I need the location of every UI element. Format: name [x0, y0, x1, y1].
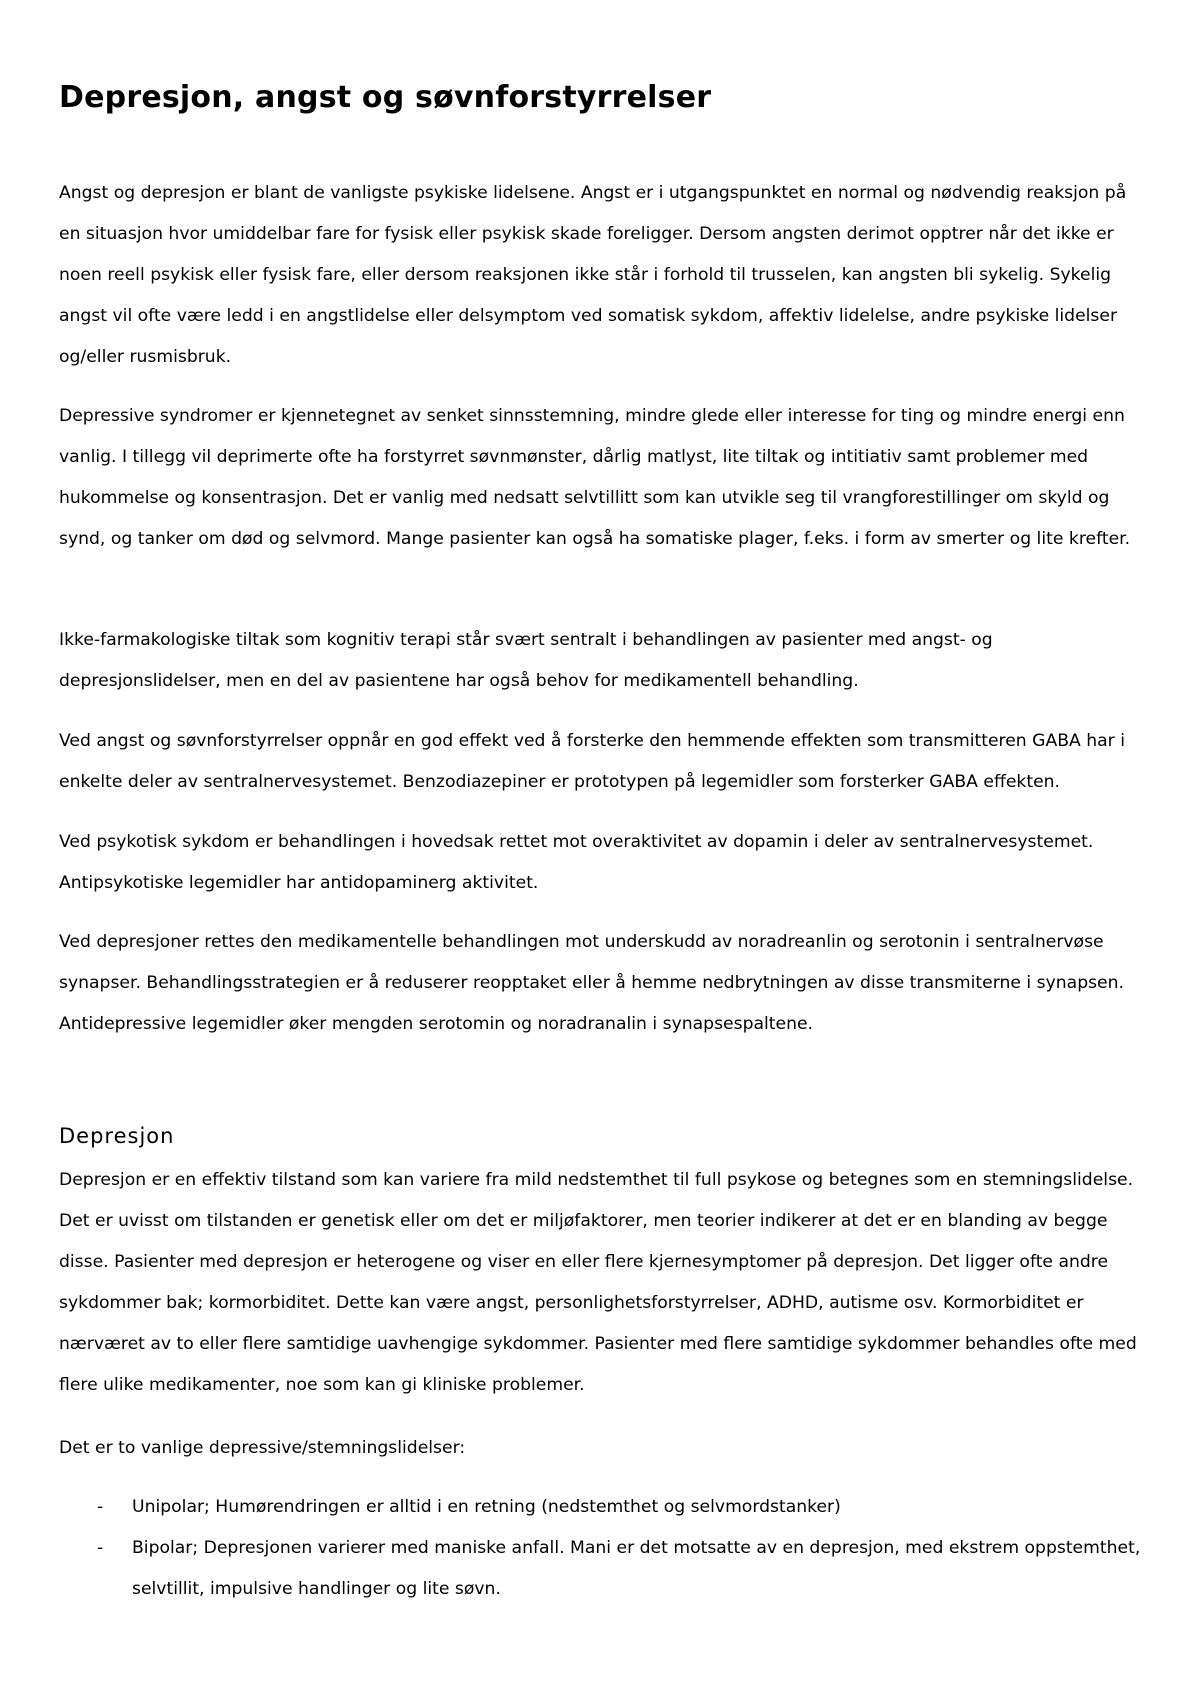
paragraph-depression-treatment: Ved depresjoner rettes den medikamentelle behandlingen mot underskudd av noradreanlin og serotonin i sentralnervøse synapser. Behandlingsstrategien er å reduserer reopptaket eller å hemme nedbrytningen av disse transmiterne i synapsen. Antidepressive legemidler øker mengden serotomin og noradranalin i synapsespaltene. [59, 932, 1124, 1034]
paragraph-depression-description: Depresjon er en effektiv tilstand som kan variere fra mild nedstemthet til full psykose og betegnes som en stemningslidelse. Det er uvisst om tilstanden er genetisk eller om det er miljøfaktorer, men teorier indikerer at det er en blanding av begge disse. Pasienter med depresjon er heterogene og viser en eller flere kjernesymptomer på depresjon. Det ligger ofte andre sykdommer bak; kormorbiditet. Dette kan være angst, personlighetsforstyrrelser, ADHD, autisme osv. Kormorbiditet er nærværet av to eller flere samtidige uavhengige sykdommer. Pasienter med flere samtidige sykdommer behandles ofte med flere ulike medikamenter, noe som kan gi kliniske problemer. [59, 1170, 1137, 1395]
bullet-dash: - [97, 1497, 104, 1517]
list-item [59, 1528, 1149, 1610]
paragraph-anxiety-intro: Angst og depresjon er blant de vanligste psykiske lidelsene. Angst er i utgangspunktet en normal og nødvendig reaksjon på en situasjon hvor umiddelbar fare for fysisk eller psykisk skade foreligger. Dersom angsten derimot opptrer når det ikke er noen reell psykisk eller fysisk fare, eller dersom reaksjonen ikke står i forhold til trusselen, kan angsten bli sykelig. Sykelig angst vil ofte være ledd i en angstlidelse eller delsymptom ved somatisk sykdom, affektiv lidelelse, andre psykiske lidelser og/eller rusmisbruk. [59, 183, 1127, 367]
paragraph-psychotic: Ved psykotisk sykdom er behandlingen i hovedsak rettet mot overaktivitet av dopamin i deler av sentralnervesystemet. Antipsykotiske legemidler har antidopaminerg aktivitet. [59, 832, 1094, 893]
document-title: Depresjon, angst og søvnforstyrrelser [59, 80, 712, 115]
paragraph-gaba: Ved angst og søvnforstyrrelser oppnår en god effekt ved å forsterke den hemmende effekten som transmitteren GABA har i enkelte deler av sentralnervesystemet. Benzodiazepiner er prototypen på legemidler som forsterker GABA effekten. [59, 731, 1125, 792]
disorder-list [59, 1487, 1149, 1610]
section-heading-depresjon: Depresjon [59, 1124, 175, 1148]
list-item [59, 1487, 1149, 1528]
list-item-text: Bipolar; Depresjonen varierer med maniske anfall. Mani er det motsatte av en depresjon, med ekstrem oppstemthet, selvtillit, impulsive handlinger og lite søvn. [132, 1538, 1141, 1599]
bullet-dash: - [97, 1538, 104, 1558]
list-item-text: Unipolar; Humørendringen er alltid i en retning (nedstemthet og selvmordstanker) [132, 1497, 841, 1517]
paragraph-depressive-syndromes: Depressive syndromer er kjennetegnet av senket sinnsstemning, mindre glede eller interesse for ting og mindre energi enn vanlig. I tillegg vil deprimerte ofte ha forstyrret søvnmønster, dårlig matlyst, lite tiltak og intitiativ samt problemer med hukommelse og konsentrasjon. Det er vanlig med nedsatt selvtillitt som kan utvikle seg til vrangforestillinger om skyld og synd, og tanker om død og selvmord. Mange pasienter kan også ha somatiske plager, f.eks. i form av smerter og lite krefter. [59, 406, 1131, 549]
paragraph-two-disorders: Det er to vanlige depressive/stemningslidelser: [59, 1438, 466, 1458]
paragraph-non-pharmacological: Ikke-farmakologiske tiltak som kognitiv terapi står svært sentralt i behandlingen av pasienter med angst- og depresjonslidelser, men en del av pasientene har også behov for medikamentell behandling. [59, 630, 993, 691]
